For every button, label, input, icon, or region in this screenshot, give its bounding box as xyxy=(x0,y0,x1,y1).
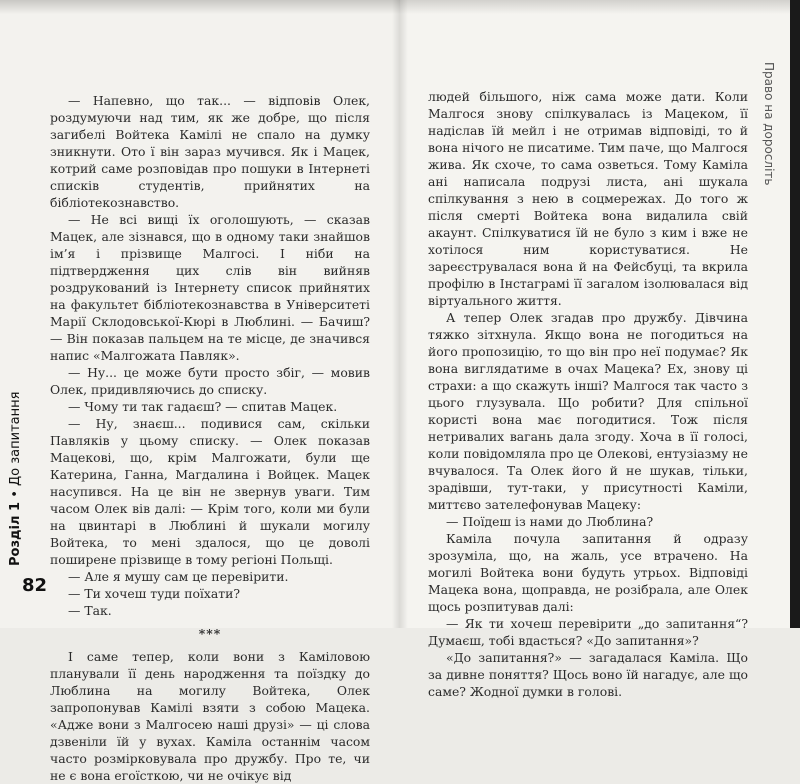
paragraph: — Чому ти так гадаєш? — спитав Мацек. xyxy=(68,399,338,414)
paragraph: «До запитання?» — загадалася Каміла. Що за дивне поняття? Щось воно їй нагадує, але що саме? Жодної думки в голові. xyxy=(428,650,748,699)
chapter-separator: • xyxy=(8,486,23,502)
paragraph: — Ти хочеш туди поїхати? xyxy=(68,586,241,601)
right-text-column xyxy=(428,88,748,700)
paragraph: А тепер Олек згадав про дружбу. Дівчина тяжко зітхнула. Якщо вона не погодиться на його пропозицію, то що він про неї подумає? Як вона виглядатиме в очах Мацека? Ех, знову ці страхи: а що скажуть інші? Малгося так часто з цього глузувала. Що робити? Для спільної користі вона має погодитися. Тож після нетривалих вагань дала згоду. Хоча в її голосі, коли повідомляла про це Олекові, ентузіазму не вчувалося. Та Олек його й не шукав, тільки, зрадівши, тут-таки, у присутності Каміли, миттєво зателефонував Мацеку: xyxy=(428,310,748,512)
paragraph: — Поїдеш із нами до Люблина? xyxy=(446,514,654,529)
paragraph: людей більшого, ніж сама може дати. Коли Малгося знову спілкувалась із Мацеком, її надіслав їй мейл і не отримав відповіді, то й вона нічого не писатиме. Тим паче, що Малгося жива. Як схоче, то сама озветься. Тому Каміла ані написала подрузі листа, ані шукала спілкування з нею в соцмережах. До того ж після смерті Войтека вона видалила свій акаунт. Спілкуватися їй не було з ким і вже не хотілося ним користуватися. Не зареєструвалася вона й на Фейсбуці, та вкрила профілю в Інстаграмі її загалом ізолювалася від віртуального життя. xyxy=(428,89,748,308)
paragraph: — Не всі вищі їх оголошують, — сказав Мацек, але зізнався, що в одному таки знайшов ім’я і прізвище Малгосі. І ніби на підтвердження цих слів він вийняв роздрукований із Інтернету список прийнятих на факультет бібліотекознавства в Університеті Марії Склодовської-Кюрі в Люблині. — Бачиш? — Він показав пальцем на те місце, де значився напис «Малгожата Павляк». xyxy=(50,212,370,363)
right-page xyxy=(400,0,800,699)
top-shadow-left xyxy=(0,0,400,14)
chapter-title: До запитання xyxy=(8,391,23,486)
running-head-left xyxy=(8,392,23,566)
paragraph: — Але я мушу сам це перевірити. xyxy=(68,569,289,584)
top-shadow-right xyxy=(400,0,800,14)
paragraph: І саме тепер, коли вони з Каміловою планували її день народження та поїздку до Люблина на могилу Войтека, Олек запропонував Камілі взяти з собою Мацека. «Адже вони з Малгосею наші друзі» — ці слова дзвеніли їй у вухах. Каміла останнім часом часто розмірковувала про дружбу. Про те, чи не є вона егоїсткою, чи не очікує від xyxy=(50,649,370,783)
paragraph: — Так. xyxy=(68,603,112,618)
paragraph: Каміла почула запитання й одразу зрозуміла, що, на жаль, усе втрачено. На могилі Войтека вони будуть утрьох. Відповіді Мацека вона, щоправда, не розібрала, але Олек щось розпитував далі: xyxy=(428,531,748,614)
section-separator: *** xyxy=(198,626,222,641)
paragraph: — Ну... це може бути просто збіг, — мовив Олек, придивляючись до списку. xyxy=(50,365,370,397)
left-page xyxy=(0,0,400,783)
paragraph: — Напевно, що так... — відповів Олек, роздумуючи над тим, як же добре, що після загибелі Войтека Камілі не спало на думку зникнути. Ото ї він зараз мучився. Як і Мацек, котрий саме розповідав про пошуки в Інтернеті списків студентів, прийнятих на бібліотекознавство. xyxy=(50,93,370,210)
book-gutter xyxy=(392,0,408,628)
page-number: 82 xyxy=(22,575,48,596)
paragraph: — Як ти хочеш перевірити „до запитання“? Думаєш, тобі вдасться? «До запитання»? xyxy=(428,616,748,648)
running-head-right: Право на доросліть xyxy=(762,62,776,186)
page-edge xyxy=(790,0,800,628)
chapter-label: Розділ 1 xyxy=(8,501,23,566)
paragraph: — Ну, знаєш... подивися сам, скільки Павляків у цьому списку. — Олек показав Мацекові, що, крім Малгожати, були ще Катерина, Ганна, Магдалина і Войцек. Мацек насупився. На це він не звернув уваги. Тим часом Олек вів далі: — Крім того, коли ми були на цвинтарі в Люблині й шукали могилу Войтека, то мені здалося, що це доволі поширене прізвище в тому регіоні Польщі. xyxy=(50,416,370,567)
left-text-column xyxy=(50,92,370,784)
